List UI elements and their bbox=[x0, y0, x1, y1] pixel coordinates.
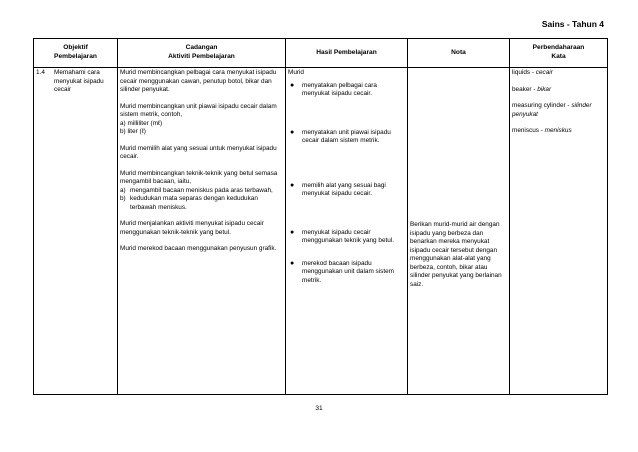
vocab-item-3: measuring cylinder - silinder penyukat bbox=[512, 102, 592, 118]
vocabulary-cell bbox=[510, 68, 608, 395]
bullet-icon: ● bbox=[290, 81, 295, 89]
activity-4-item-2: b) kedudukan mata separas dengan kedudukan terbawah meniskus. bbox=[120, 195, 258, 211]
activity-2-item-2: b) liter (ℓ) bbox=[120, 128, 146, 136]
objective-cell bbox=[34, 68, 118, 395]
activity-4: Murid membincangkan teknik-teknik yang betul semasa mengambil bacaan, iaitu, bbox=[120, 169, 278, 186]
activity-2-item-1: a) milliliter (mℓ) bbox=[120, 119, 163, 127]
vocab-item-1: liquids - cecair bbox=[512, 69, 553, 76]
outcome-1: ● menyatakan pelbagai cara menyukat isipadu cecair. bbox=[290, 81, 377, 98]
column-header-activities: Cadangan Aktiviti Pembelajaran bbox=[118, 39, 286, 68]
table-header-row bbox=[34, 39, 608, 68]
outcome-4: ● menyukat isipadu cecair menggunakan teknik yang betul. bbox=[290, 228, 395, 245]
activities-cell bbox=[118, 68, 286, 395]
bullet-icon: ● bbox=[290, 259, 295, 267]
lesson-plan-table bbox=[33, 38, 608, 395]
bullet-icon: ● bbox=[290, 128, 295, 136]
vocab-item-4: meniscus - meniskus bbox=[512, 127, 572, 135]
objective-text: Memahami cara menyukat isipadu cecair bbox=[54, 69, 104, 94]
outcome-5: ● merekod bacaan isipadu menggunakan unit dalam sistem metrik. bbox=[290, 259, 395, 284]
column-header-notes: Nota bbox=[408, 39, 510, 68]
activity-1: Murid membincangkan pelbagai cara menyukat isipadu cecair menggunakan cawan, penutup botol, bikar dan silinder penyukat. bbox=[120, 69, 277, 94]
outcomes-intro: Murid bbox=[288, 69, 304, 76]
activity-5: Murid menjalankan aktiviti menyukat isipadu cecair menggunakan teknik-teknik yang betul. bbox=[120, 220, 264, 236]
activity-6: Murid merekod bacaan menggunakan penyusun grafik. bbox=[120, 245, 277, 253]
column-header-outcomes: Hasil Pembelajaran bbox=[286, 39, 408, 68]
activity-3: Murid memilih alat yang sesuai untuk menyukat isipadu cecair. bbox=[120, 144, 277, 161]
table-row bbox=[34, 68, 608, 395]
outcomes-cell bbox=[286, 68, 408, 395]
outcome-2: ● menyatakan unit piawai isipadu cecair dalam sistem metrik. bbox=[290, 128, 391, 145]
vocab-item-2: beaker - bikar bbox=[512, 85, 552, 93]
page-number: 31 bbox=[315, 405, 323, 412]
column-header-vocabulary: Perbendaharaan Kata bbox=[510, 39, 608, 68]
notes-cell bbox=[408, 68, 510, 395]
bullet-icon: ● bbox=[290, 181, 295, 189]
bullet-icon: ● bbox=[290, 228, 295, 236]
document-header-title: Sains - Tahun 4 bbox=[541, 19, 604, 29]
outcome-3: ● memilih alat yang sesuai bagi menyukat isipadu cecair. bbox=[290, 181, 386, 198]
activity-2: Murid membincangkan unit piawai isipadu cecair dalam sistem metrik, contoh, bbox=[120, 102, 277, 119]
column-header-objective: Objektif Pembelajaran bbox=[34, 39, 118, 68]
note-text: Berikan murid-murid air dengan isipadu yang berbeza dan benarkan mereka menyukat isipadu cecair tersebut dengan menggunakan alat-alat yang berbeza, contoh, bikar atau silinder penyukat yang berlainan saiz. bbox=[410, 221, 502, 288]
objective-number: 1.4 bbox=[36, 69, 45, 76]
activity-4-item-1: a) mengambil bacaan meniskus pada aras terbawah, bbox=[120, 186, 273, 194]
